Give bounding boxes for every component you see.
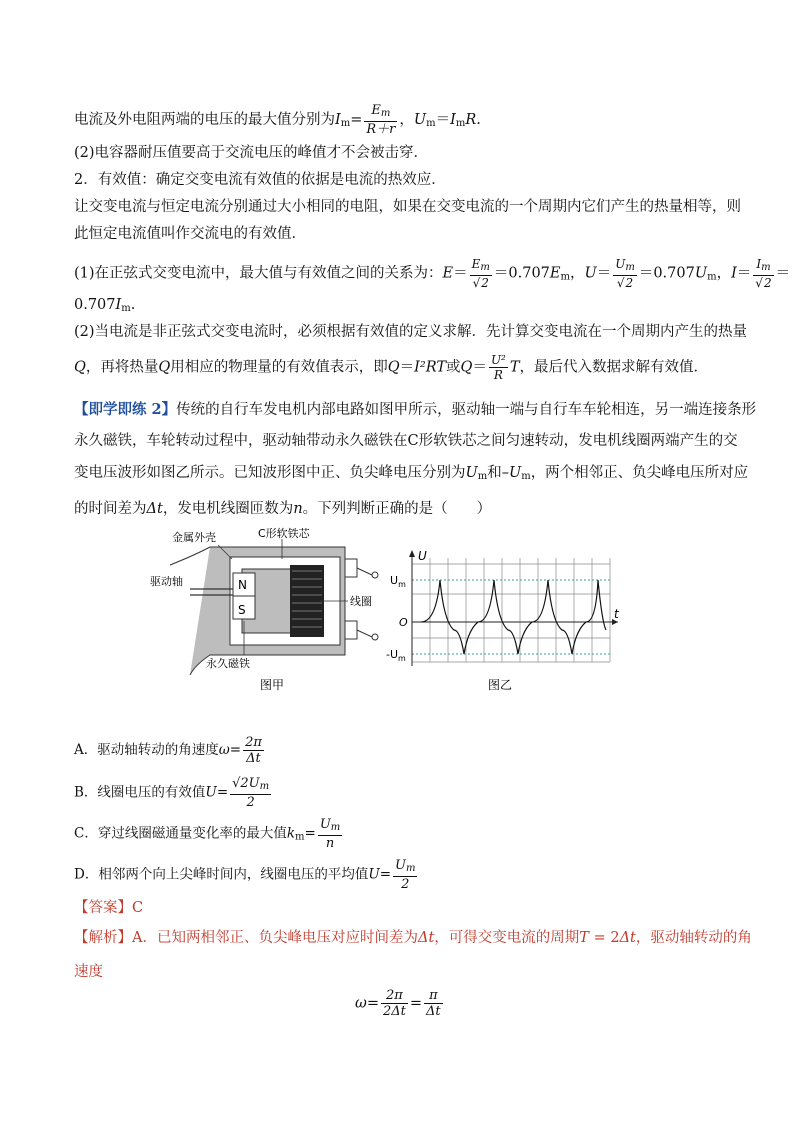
label-magnet: 永久磁铁	[206, 657, 250, 670]
analysis-formula: ω= $\frac{2\pi}{2\Delta t}$ = $\frac{\pi}{\Delta t}$	[355, 988, 441, 1019]
fraction-um-sqrt2: $\frac{U_m}{√2}$	[615, 257, 635, 290]
paragraph-definition-2: 此恒定电流值叫作交流电的有效值．	[74, 226, 306, 242]
fraction-option-d: $\frac{U_m}{2}$	[395, 858, 416, 892]
analysis-line-1: 【解析】A．已知两相邻正、负尖峰电压对应时间差为Δt，可得交变电流的周期T = 2Δt，驱动轴转动的角	[74, 930, 752, 946]
figure-generator-diagram	[150, 525, 390, 695]
fraction-option-c: $\frac{U_m}{n}$	[319, 817, 341, 851]
option-d: D．相邻两个向上尖峰时间内，线圈电压的平均值U= $\frac{U_m}{2}$	[74, 858, 416, 892]
tick-label-um: $U_m$	[390, 574, 406, 589]
caption-fig2: 图乙	[488, 678, 513, 692]
paragraph-sine-relation: (1)在正弦式交变电流中，最大值与有效值之间的关系为：E＝ $\frac{E_m}{√2}$ $=0.707E_m$，U＝ $\frac{U_m}{√2}$ $=0.707U_m$，I＝ $\frac{I_m}{√2}$ ＝	[74, 257, 791, 290]
caption-fig1: 图甲	[260, 678, 285, 692]
heading-effective-value: 2．有效值：确定交变电流有效值的依据是电流的热效应．	[74, 172, 446, 188]
figure-waveform	[386, 548, 630, 693]
fraction-option-b: $\frac{√2U_m}{2}$	[232, 776, 270, 810]
paragraph-capacitor: (2)电容器耐压值要高于交流电压的峰值才不会被击穿．	[74, 145, 429, 161]
practice-line-2: 永久磁铁，车轮转动过程中，驱动轴带动永久磁铁在C形软铁芯之间匀速转动，发电机线圈两端产生的交	[74, 433, 738, 449]
axis-label-t: t	[614, 607, 619, 621]
paragraph-max-values: 电流及外电阻两端的电压的最大值分别为$I_m=$ $\frac{E_m}{R+r}$ ，$U_m=I_mR$.	[74, 103, 481, 137]
option-a: A．驱动轴转动的角速度ω= $\frac{2\pi}{\Delta t}$	[74, 735, 262, 766]
fraction-pi-dt: $\frac{\pi}{\Delta t}$	[426, 988, 441, 1019]
fraction-im-sqrt2: $\frac{I_m}{√2}$	[755, 257, 772, 290]
paragraph-definition-1: 让交变电流与恒定电流分别通过大小相同的电阻，如果在交变电流的一个周期内它们产生的热量相等，则	[74, 199, 741, 215]
fraction-option-a: $\frac{2\pi}{\Delta t}$	[245, 735, 262, 766]
magnet-n-label: N	[238, 578, 247, 592]
practice-line-1: 【即学即练 2】传统的自行车发电机内部电路如图甲所示，驱动轴一端与自行车车轮相连，另一端连接条形	[74, 401, 757, 418]
label-coil: 线圈	[350, 595, 372, 608]
tick-label-neg-um: $-U_m$	[386, 648, 406, 663]
voltage-waveform	[421, 580, 606, 654]
label-metal-shell: 金属外壳	[172, 531, 216, 544]
coil	[290, 565, 324, 637]
fraction-2pi-2dt: $\frac{2\pi}{2\Delta t}$	[382, 988, 406, 1019]
option-c: C．穿过线圈磁通量变化率的最大值$k_m=$ $\frac{U_m}{n}$	[74, 817, 341, 851]
magnet-s-label: S	[238, 603, 246, 617]
answer-label: 【答案】	[74, 900, 132, 916]
answer-line	[74, 898, 143, 918]
fraction-em-over-r: $\frac{E_m}{R+r}$	[366, 103, 396, 137]
answer-value: C	[132, 900, 144, 916]
axis-label-u: U	[418, 549, 427, 563]
fraction-em-sqrt2: $\frac{E_m}{√2}$	[471, 257, 490, 290]
option-b: B．线圈电压的有效值U= $\frac{√2U_m}{2}$	[74, 776, 270, 810]
paragraph-0707im: $0.707I_m$.	[74, 297, 136, 314]
waveform-grid	[412, 558, 610, 662]
paragraph-heat: Q，再将热量Q用相应的物理量的有效值表示，即Q＝I²RT或Q＝ $\frac{\text{U²}}{R}$ T，最后代入数据求解有效值．	[74, 353, 709, 382]
paragraph-non-sine: (2)当电流是非正弦式交变电流时，必须根据有效值的定义求解．先计算交变电流在一个周期内产生的热量	[74, 324, 748, 340]
fraction-u2-over-r: $\frac{\text{U²}}{R}$	[490, 353, 506, 382]
practice-tag: 【即学即练 2】	[74, 401, 177, 418]
practice-line-4: 的时间差为Δt，发电机线圈匝数为n。下列判断正确的是（ ）	[74, 501, 492, 517]
label-drive-axle: 驱动轴	[150, 575, 183, 588]
origin-label: O	[399, 616, 408, 629]
analysis-line-2: 速度	[74, 964, 103, 980]
practice-line-3: 变电压波形如图乙所示。已知波形图中正、负尖峰电压分别为$U_m$和$-U_m$，两个相邻正、负尖峰电压所对应	[74, 465, 749, 482]
label-c-core: C形软铁芯	[258, 527, 310, 540]
